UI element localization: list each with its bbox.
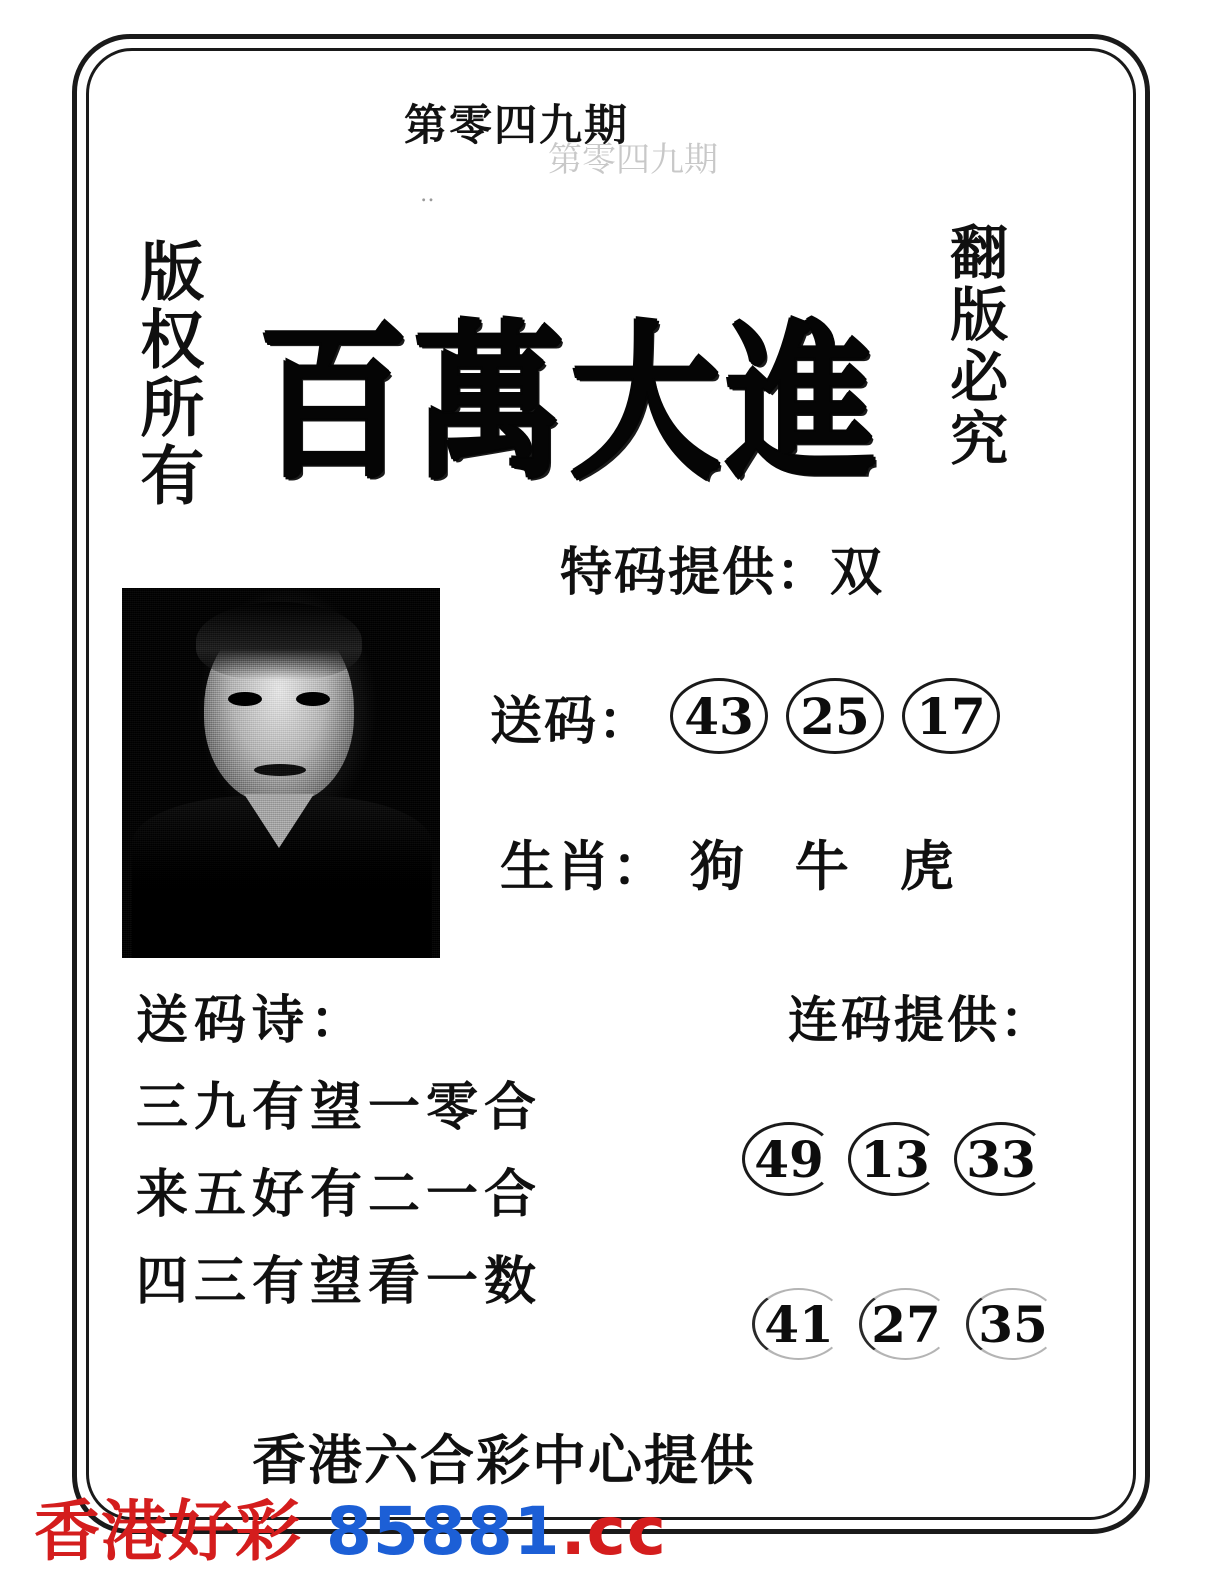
lianma-ball-2: 13 [848, 1122, 942, 1196]
watermark [34, 1478, 667, 1573]
send-code-ball-1: 43 [670, 678, 768, 754]
special-code-label: 特码提供： [560, 542, 831, 603]
special-code-line [560, 530, 884, 605]
zodiac-row [500, 824, 970, 901]
poem-line-1: 三九有望一零合 [136, 1077, 543, 1138]
issue-number: 第零四九期 [404, 101, 629, 151]
poem-title: 送码诗： [136, 990, 369, 1051]
lianma-ball-4: 41 [752, 1288, 845, 1360]
copyright-right-text: 翻版必究 [940, 222, 1009, 470]
zodiac-animals: 狗 牛 虎 [690, 834, 970, 898]
page-title: 百萬大進 [258, 304, 883, 503]
send-code-label: 送码： [490, 690, 653, 752]
watermark-number: 85881 [325, 1493, 561, 1570]
poem-line-3: 四三有望看一数 [136, 1251, 543, 1312]
send-code-ball-3: 17 [902, 678, 1000, 754]
watermark-brand: 香港好彩 [34, 1493, 302, 1570]
portrait-photo [122, 588, 440, 958]
poem-block [136, 978, 542, 1314]
zodiac-label: 生肖： [500, 834, 668, 898]
special-code-value: 双 [830, 542, 885, 603]
lianma-row-2 [752, 1288, 1073, 1360]
lianma-row-1 [742, 1122, 1060, 1196]
watermark-tld: .cc [560, 1493, 667, 1570]
decorative-dots: ‥ [420, 182, 441, 207]
footer-source-text: 香港六合彩中心提供 [252, 1428, 756, 1492]
issue-number-ghost: 第零四九期 [548, 140, 718, 180]
lianma-ball-6: 35 [966, 1288, 1059, 1360]
portrait-grain-overlay [122, 588, 440, 958]
poem-line-2: 来五好有二一合 [136, 1164, 543, 1225]
lianma-ball-3: 33 [954, 1122, 1048, 1196]
send-code-ball-2: 25 [786, 678, 884, 754]
lianma-ball-1: 49 [742, 1122, 836, 1196]
lianma-title: 连码提供： [788, 990, 1053, 1049]
lianma-ball-5: 27 [859, 1288, 952, 1360]
send-code-row [490, 678, 1000, 754]
copyright-left-text: 版权所有 [129, 238, 205, 510]
